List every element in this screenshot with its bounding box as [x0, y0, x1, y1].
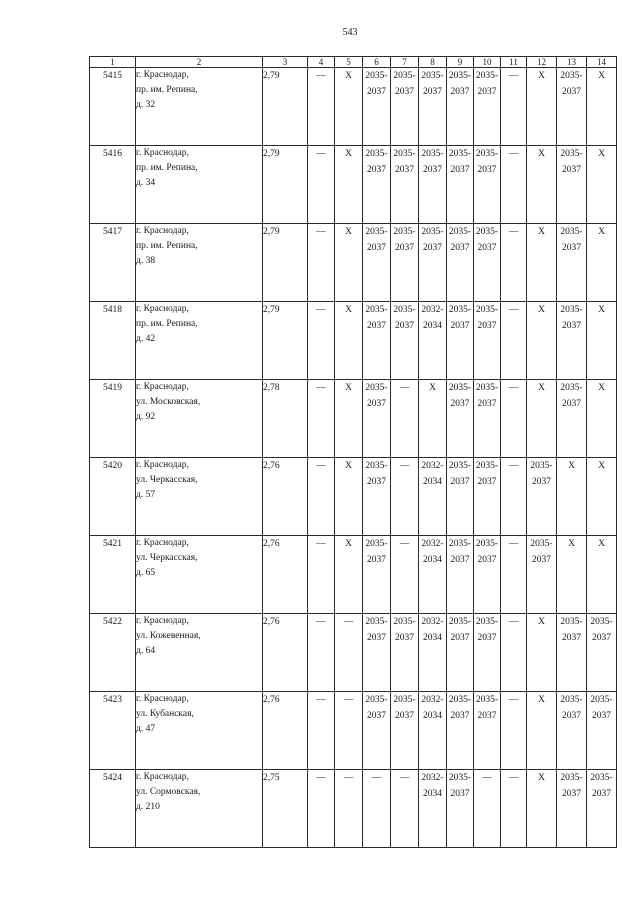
cell-c5: —: [335, 614, 363, 692]
cell-c7: 2035- 2037: [391, 614, 419, 692]
cell-c7: —: [391, 380, 419, 458]
table-row: [90, 146, 617, 224]
cell-c7: —: [391, 458, 419, 536]
cell-c6: 2035- 2037: [363, 302, 391, 380]
address-line: д. 42: [136, 334, 156, 344]
cell-c10: 2035- 2037: [474, 302, 501, 380]
cell-c10: 2035- 2037: [474, 458, 501, 536]
address-line: д. 34: [136, 178, 156, 188]
cell-c10: 2035- 2037: [474, 146, 501, 224]
table-row: [90, 536, 617, 614]
cell-c6: 2035- 2037: [363, 68, 391, 146]
header-cell-12: 12: [527, 57, 557, 68]
cell-c9: 2035- 2037: [447, 380, 474, 458]
cell-c9: 2035- 2037: [447, 146, 474, 224]
row-number: 5423: [90, 692, 136, 770]
address-line: д. 64: [136, 646, 156, 656]
value-cell: 2,79: [263, 146, 308, 224]
row-number: 5417: [90, 224, 136, 302]
header-cell-9: 9: [447, 57, 474, 68]
cell-c5: Х: [335, 380, 363, 458]
cell-c4: —: [308, 146, 335, 224]
cell-c12: Х: [527, 770, 557, 848]
row-number: 5422: [90, 614, 136, 692]
cell-c6: —: [363, 770, 391, 848]
cell-c12: Х: [527, 302, 557, 380]
address-line: д. 65: [136, 568, 156, 578]
cell-c12: Х: [527, 68, 557, 146]
cell-c4: —: [308, 224, 335, 302]
header-cell-8: 8: [419, 57, 447, 68]
address-line: г. Краснодар,: [136, 304, 189, 314]
cell-c11: —: [501, 224, 527, 302]
value-cell: 2,75: [263, 770, 308, 848]
cell-c14: Х: [587, 302, 617, 380]
cell-c13: 2035- 2037: [557, 68, 587, 146]
cell-c8: 2035- 2037: [419, 146, 447, 224]
cell-c6: 2035- 2037: [363, 146, 391, 224]
address-cell: [136, 692, 263, 770]
cell-c5: Х: [335, 458, 363, 536]
address-line: г. Краснодар,: [136, 694, 189, 704]
address-line: ул. Кожевенная,: [136, 631, 201, 641]
cell-c9: 2035- 2037: [447, 302, 474, 380]
header-cell-14: 14: [587, 57, 617, 68]
cell-c4: —: [308, 770, 335, 848]
header-cell-5: 5: [335, 57, 363, 68]
cell-c14: Х: [587, 536, 617, 614]
address-line: г. Краснодар,: [136, 772, 189, 782]
address-line: г. Краснодар,: [136, 70, 189, 80]
cell-c13: Х: [557, 536, 587, 614]
table-row: [90, 692, 617, 770]
cell-c11: —: [501, 458, 527, 536]
cell-c7: 2035- 2037: [391, 146, 419, 224]
address-cell: [136, 68, 263, 146]
cell-c11: —: [501, 380, 527, 458]
address-cell: [136, 536, 263, 614]
cell-c4: —: [308, 302, 335, 380]
value-cell: 2,79: [263, 224, 308, 302]
cell-c5: Х: [335, 302, 363, 380]
cell-c12: Х: [527, 146, 557, 224]
cell-c4: —: [308, 458, 335, 536]
cell-c5: —: [335, 770, 363, 848]
address-line: ул. Кубанская,: [136, 709, 194, 719]
row-number: 5420: [90, 458, 136, 536]
cell-c5: Х: [335, 224, 363, 302]
cell-c6: 2035- 2037: [363, 614, 391, 692]
cell-c14: Х: [587, 146, 617, 224]
cell-c10: 2035- 2037: [474, 536, 501, 614]
value-cell: 2,76: [263, 692, 308, 770]
cell-c13: 2035- 2037: [557, 380, 587, 458]
cell-c11: —: [501, 68, 527, 146]
cell-c13: 2035- 2037: [557, 692, 587, 770]
address-cell: [136, 224, 263, 302]
cell-c12: Х: [527, 614, 557, 692]
cell-c5: Х: [335, 68, 363, 146]
cell-c7: —: [391, 770, 419, 848]
header-cell-13: 13: [557, 57, 587, 68]
address-line: д. 47: [136, 724, 156, 734]
address-cell: [136, 614, 263, 692]
header-cell-1: 1: [90, 57, 136, 68]
cell-c14: Х: [587, 380, 617, 458]
cell-c12: Х: [527, 224, 557, 302]
address-line: г. Краснодар,: [136, 538, 189, 548]
value-cell: 2,79: [263, 302, 308, 380]
cell-c4: —: [308, 68, 335, 146]
header-cell-2: 2: [136, 57, 263, 68]
table-row: [90, 458, 617, 536]
value-cell: 2,76: [263, 536, 308, 614]
cell-c12: 2035- 2037: [527, 536, 557, 614]
cell-c9: 2035- 2037: [447, 692, 474, 770]
table-row: [90, 302, 617, 380]
address-line: г. Краснодар,: [136, 226, 189, 236]
cell-c10: 2035- 2037: [474, 68, 501, 146]
table-row: [90, 770, 617, 848]
cell-c10: 2035- 2037: [474, 380, 501, 458]
cell-c10: 2035- 2037: [474, 692, 501, 770]
cell-c7: 2035- 2037: [391, 302, 419, 380]
cell-c4: —: [308, 380, 335, 458]
address-line: ул. Сормовская,: [136, 787, 201, 797]
row-number: 5421: [90, 536, 136, 614]
cell-c14: Х: [587, 68, 617, 146]
address-line: д. 38: [136, 256, 156, 266]
cell-c8: 2032- 2034: [419, 458, 447, 536]
cell-c11: —: [501, 614, 527, 692]
cell-c8: 2032- 2034: [419, 614, 447, 692]
header-cell-10: 10: [474, 57, 501, 68]
value-cell: 2,79: [263, 68, 308, 146]
cell-c4: —: [308, 614, 335, 692]
cell-c7: 2035- 2037: [391, 224, 419, 302]
row-number: 5419: [90, 380, 136, 458]
address-line: д. 92: [136, 412, 156, 422]
cell-c13: 2035- 2037: [557, 770, 587, 848]
cell-c11: —: [501, 302, 527, 380]
cell-c14: Х: [587, 458, 617, 536]
cell-c9: 2035- 2037: [447, 224, 474, 302]
cell-c10: —: [474, 770, 501, 848]
cell-c4: —: [308, 692, 335, 770]
cell-c13: 2035- 2037: [557, 224, 587, 302]
cell-c14: Х: [587, 224, 617, 302]
cell-c4: —: [308, 536, 335, 614]
address-cell: [136, 458, 263, 536]
cell-c10: 2035- 2037: [474, 614, 501, 692]
cell-c5: Х: [335, 536, 363, 614]
header-cell-3: 3: [263, 57, 308, 68]
address-cell: [136, 302, 263, 380]
row-number: 5424: [90, 770, 136, 848]
cell-c12: Х: [527, 380, 557, 458]
address-line: пр. им. Репина,: [136, 85, 198, 95]
cell-c14: 2035- 2037: [587, 770, 617, 848]
header-row: [90, 57, 617, 68]
cell-c7: 2035- 2037: [391, 68, 419, 146]
cell-c14: 2035- 2037: [587, 614, 617, 692]
address-line: д. 32: [136, 100, 156, 110]
cell-c9: 2035- 2037: [447, 770, 474, 848]
address-line: г. Краснодар,: [136, 616, 189, 626]
cell-c8: 2032- 2034: [419, 302, 447, 380]
cell-c12: 2035- 2037: [527, 458, 557, 536]
cell-c9: 2035- 2037: [447, 458, 474, 536]
cell-c7: 2035- 2037: [391, 692, 419, 770]
table-row: [90, 614, 617, 692]
cell-c9: 2035- 2037: [447, 536, 474, 614]
cell-c8: 2032- 2034: [419, 692, 447, 770]
cell-c11: —: [501, 536, 527, 614]
cell-c6: 2035- 2037: [363, 380, 391, 458]
cell-c6: 2035- 2037: [363, 458, 391, 536]
cell-c5: —: [335, 692, 363, 770]
value-cell: 2,78: [263, 380, 308, 458]
cell-c13: Х: [557, 458, 587, 536]
address-line: г. Краснодар,: [136, 148, 189, 158]
cell-c6: 2035- 2037: [363, 692, 391, 770]
cell-c8: Х: [419, 380, 447, 458]
address-line: ул. Московская,: [136, 397, 201, 407]
table-row: [90, 68, 617, 146]
value-cell: 2,76: [263, 458, 308, 536]
cell-c11: —: [501, 770, 527, 848]
cell-c13: 2035- 2037: [557, 614, 587, 692]
cell-c6: 2035- 2037: [363, 536, 391, 614]
address-line: д. 210: [136, 802, 160, 812]
address-line: ул. Черкасская,: [136, 475, 198, 485]
header-cell-7: 7: [391, 57, 419, 68]
table-body: [90, 57, 617, 848]
address-line: д. 57: [136, 490, 156, 500]
address-line: ул. Черкасская,: [136, 553, 198, 563]
cell-c14: 2035- 2037: [587, 692, 617, 770]
cell-c5: Х: [335, 146, 363, 224]
row-number: 5418: [90, 302, 136, 380]
cell-c13: 2035- 2037: [557, 302, 587, 380]
cell-c13: 2035- 2037: [557, 146, 587, 224]
cell-c10: 2035- 2037: [474, 224, 501, 302]
header-cell-11: 11: [501, 57, 527, 68]
address-line: г. Краснодар,: [136, 460, 189, 470]
header-cell-6: 6: [363, 57, 391, 68]
page-number: 543: [342, 27, 358, 38]
cell-c8: 2032- 2034: [419, 536, 447, 614]
address-line: пр. им. Репина,: [136, 163, 198, 173]
address-cell: [136, 146, 263, 224]
cell-c8: 2032- 2034: [419, 770, 447, 848]
address-cell: [136, 380, 263, 458]
cell-c6: 2035- 2037: [363, 224, 391, 302]
cell-c9: 2035- 2037: [447, 68, 474, 146]
cell-c7: —: [391, 536, 419, 614]
cell-c9: 2035- 2037: [447, 614, 474, 692]
cell-c12: Х: [527, 692, 557, 770]
cell-c8: 2035- 2037: [419, 68, 447, 146]
address-cell: [136, 770, 263, 848]
value-cell: 2,76: [263, 614, 308, 692]
table-row: [90, 224, 617, 302]
cell-c11: —: [501, 692, 527, 770]
registry-table: [89, 56, 617, 848]
address-line: г. Краснодар,: [136, 382, 189, 392]
address-line: пр. им. Репина,: [136, 241, 198, 251]
table-row: [90, 380, 617, 458]
cell-c11: —: [501, 146, 527, 224]
row-number: 5415: [90, 68, 136, 146]
row-number: 5416: [90, 146, 136, 224]
address-line: пр. им. Репина,: [136, 319, 198, 329]
header-cell-4: 4: [308, 57, 335, 68]
cell-c8: 2035- 2037: [419, 224, 447, 302]
